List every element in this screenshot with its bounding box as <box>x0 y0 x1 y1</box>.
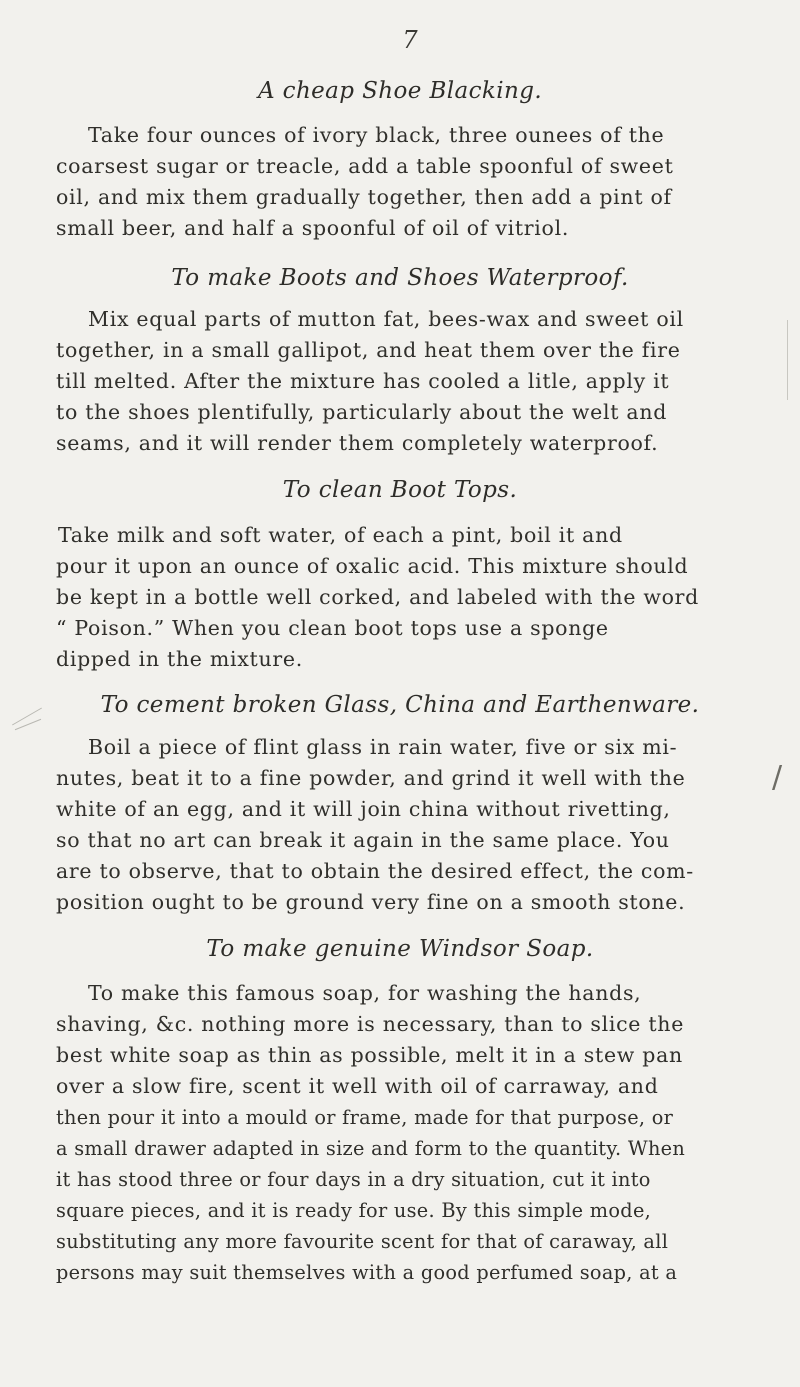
body-line: pour it upon an ounce of oxalic acid. This mixture should <box>56 554 689 578</box>
body-line: be kept in a bottle well corked, and labeled with the word <box>56 585 699 609</box>
body-line: shaving, &c. nothing more is necessary, than to slice the <box>56 1012 685 1036</box>
body-line: are to observe, that to obtain the desired effect, the com- <box>56 859 694 883</box>
body-line: white of an egg, and it will join china without rivetting, <box>56 797 671 821</box>
body-line: small beer, and half a spoonful of oil of vitriol. <box>56 216 570 240</box>
body-line: to the shoes plentifully, particularly about the welt and <box>56 400 668 424</box>
section-title-cement: To cement broken Glass, China and Earthenware. <box>100 692 700 718</box>
body-line: dipped in the mixture. <box>56 647 303 671</box>
body-line: seams, and it will render them completely waterproof. <box>56 431 659 455</box>
body-line: position ought to be ground very fine on a smooth stone. <box>56 890 686 914</box>
body-line: it has stood three or four days in a dry situation, cut it into <box>56 1168 651 1191</box>
paper-crease <box>787 320 788 400</box>
body-line: over a slow fire, scent it well with oil of carraway, and <box>56 1074 659 1098</box>
body-line: nutes, beat it to a fine powder, and grind it well with the <box>56 766 686 790</box>
body-line: best white soap as thin as possible, melt it in a stew pan <box>56 1043 683 1067</box>
section-title-boot-tops: To clean Boot Tops. <box>282 477 518 503</box>
body-line: till melted. After the mixture has cooled a litle, apply it <box>56 369 670 393</box>
body-line: Take four ounces of ivory black, three ounees of the <box>88 123 665 147</box>
body-line: substituting any more favourite scent for that of caraway, all <box>56 1230 669 1253</box>
body-line: Take milk and soft water, of each a pint, boil it and <box>58 523 623 547</box>
body-line: coarsest sugar or treacle, add a table spoonful of sweet <box>56 154 674 178</box>
section-title-waterproof: To make Boots and Shoes Waterproof. <box>171 265 629 291</box>
margin-note: / <box>772 760 783 795</box>
body-line: “ Poison.” When you clean boot tops use a sponge <box>56 616 609 640</box>
body-line: square pieces, and it is ready for use. By this simple mode, <box>56 1199 652 1222</box>
body-line: together, in a small gallipot, and heat them over the fire <box>56 338 681 362</box>
page-number: 7 <box>402 26 418 54</box>
body-line: then pour it into a mould or frame, made for that purpose, or <box>56 1106 674 1129</box>
body-line: persons may suit themselves with a good perfumed soap, at a <box>56 1261 678 1284</box>
body-line: To make this famous soap, for washing the hands, <box>88 981 642 1005</box>
section-title-windsor-soap: To make genuine Windsor Soap. <box>206 936 594 962</box>
body-line: Mix equal parts of mutton fat, bees-wax and sweet oil <box>88 307 684 331</box>
body-line: a small drawer adapted in size and form to the quantity. When <box>56 1137 686 1160</box>
body-line: oil, and mix them gradually together, then add a pint of <box>56 185 672 209</box>
body-line: Boil a piece of flint glass in rain water, five or six mi- <box>88 735 678 759</box>
body-line: so that no art can break it again in the same place. You <box>56 828 670 852</box>
section-title-shoe-blacking: A cheap Shoe Blacking. <box>257 78 543 104</box>
